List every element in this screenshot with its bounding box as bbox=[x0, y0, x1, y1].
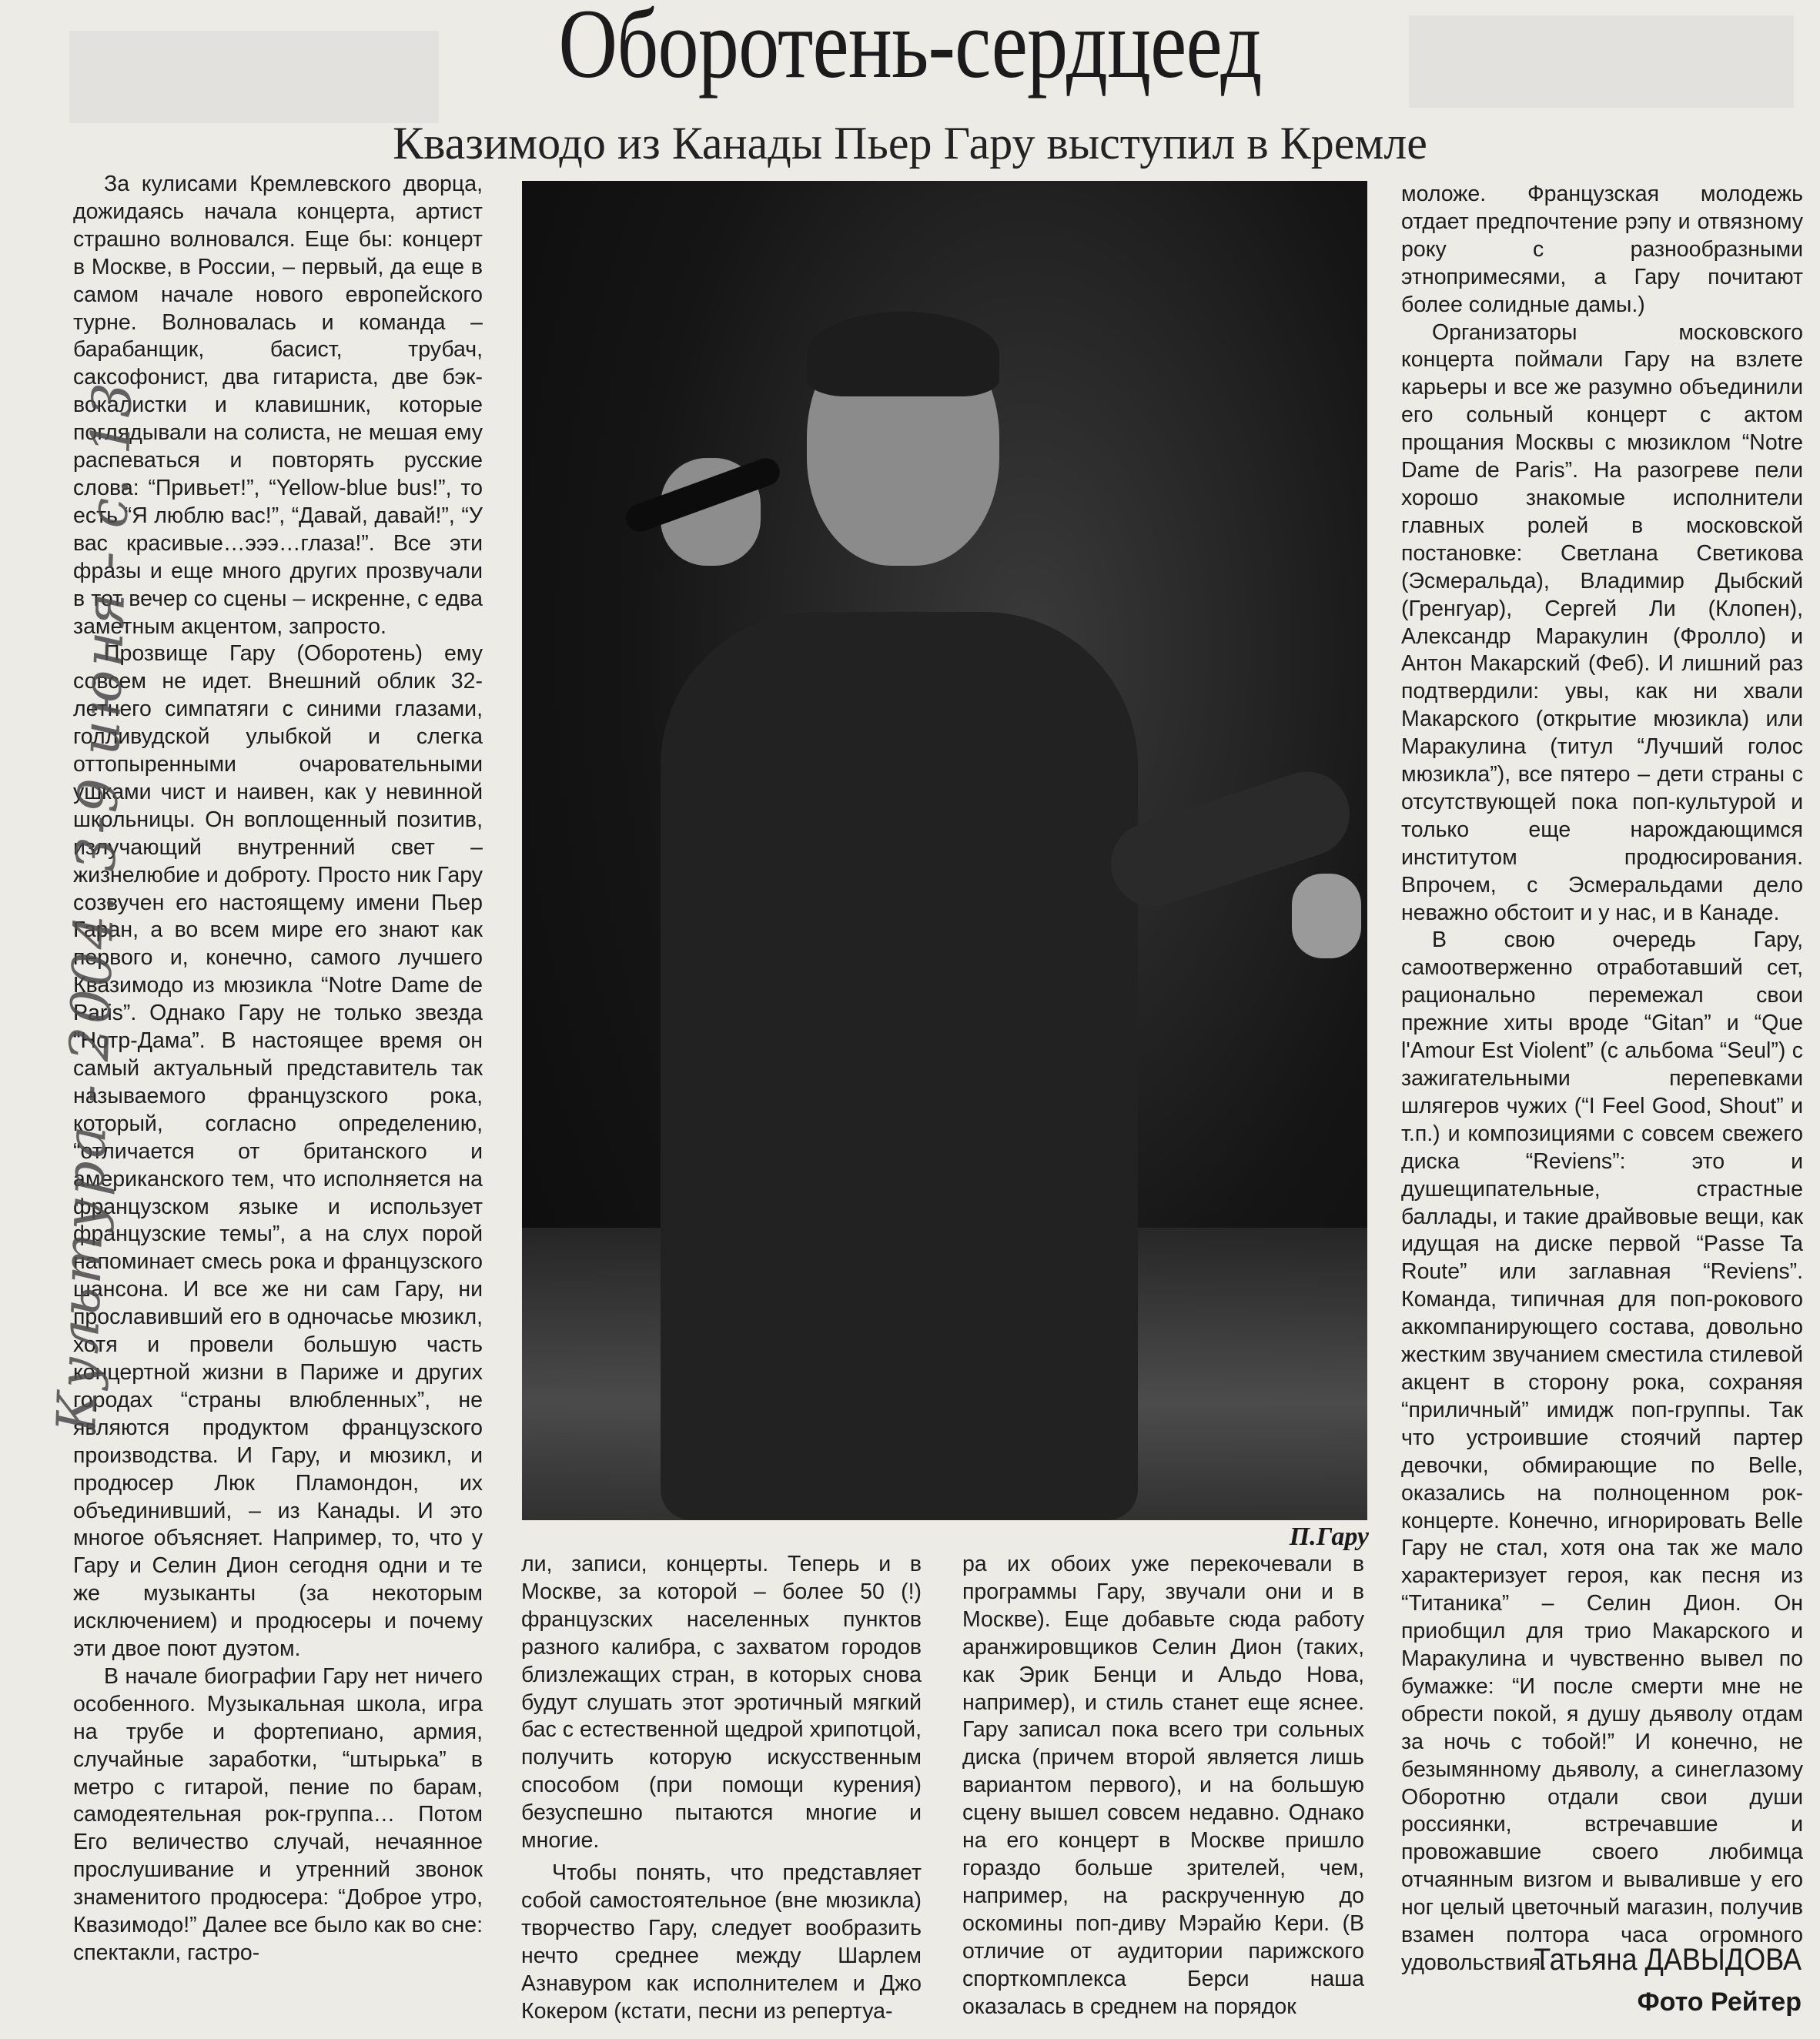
handwritten-note: Культура - 2004. 3-9 июня - с. 13 bbox=[45, 378, 145, 1434]
paragraph: В начале биографии Гару нет ничего особенного. Музыкальная школа, игра на трубе и фортепиано, армия, случайные заработки, “штырька” в метро с гитарой, пение по барам, самодеятельная рок-группа… Потом Его величество случай, нечаянное прослушивание и утренний звонок знаменитого продюсера: “Доброе утро, Квазимодо!” Далее все было как во сне: спектакли, гастро- bbox=[73, 1663, 483, 1965]
photo-credit: Фото Рейтер bbox=[1637, 1987, 1802, 2017]
paragraph: моложе. Французская молодежь отдает предпочтение рэпу и отвязному року с разнообразными этнопримесями, а Гару почитают более солидные дамы.) bbox=[1401, 182, 1803, 317]
byline: Татьяна ДАВЫДОВА bbox=[1534, 1943, 1802, 1977]
performer-photo bbox=[522, 181, 1367, 1520]
photo-caption: П.Гару bbox=[1289, 1523, 1369, 1551]
paragraph: В свою очередь Гару, самоотверженно отработавший сет, рационально перемежал свои прежние хиты вроде “Gitan” и “Que l'Amour Est Violent” (с альбома “Seul”) с зажигательными перепевками шлягеров чужих (“I Feel Good, Shout” и т.п.) и композициями с совсем свежего диска “Reviens”: это и душещипательные, страстные баллады, и такие драйвовые вещи, как идущая на диске первой “Passe Ta Route” или заглавная “Reviens”. Команда, типичная для поп-рокового аккомпанирующего состава, довольно жестким звучанием сместила стилевой акцент в сторону рока, сохраняя “приличный” имидж поп-группы. Так что устроившие стоячий партер девочки, обмирающие по Belle, оказались на полноценном рок-концерте. Конечно, игнорировать Belle Гару не стал, хотя она так же мало характеризует героя, как песня из “Титаника” – Селин Дион. Он приобщил для трио Макарского и Маракулина и чувственно вывел по бумажке: “И после смерти мне не обрести покой, я душу дьяволу отдам за ночь с тобой!” И конечно, не безымянному дьяволу, а синеглазому Оборотню отдали свои души россиянки, встречавшие и провожавшие своего любимца отчаянным визгом и вываливше у его ног целый цветочный магазин, получив взамен полтора часа огромного удовольствия. bbox=[1401, 928, 1803, 1975]
paragraph: Организаторы московского концерта поймали Гару на взлете карьеры и все же разумно объединили его сольный концерт с актом прощания Москвы с мюзиклом “Notre Dame de Paris”. На разогреве пели хорошо знакомые исполнители главных ролей в московской постановке: Светлана Светикова (Эсмеральда), Владимир Дыбский (Гренгуар), Сергей Ли (Клопен), Александр Маракулин (Фролло) и Антон Макарский (Феб). И лишний раз подтвердили: увы, как ни хвали Макарского (открытие мюзикла) или Маракулина (титул “Лучший голос мюзикла”), все пятеро – дети страны с отсутствующей пока поп-культурой и только еще нарождающимся институтом продюсирования. Впрочем, с Эсмеральдами дело неважно обстоит и у нас, и в Канаде. bbox=[1401, 319, 1803, 925]
photo-coat bbox=[661, 612, 1138, 1520]
paragraph: За кулисами Кремлевского дворца, дожидаясь начала концерта, артист страшно волновался. Еще бы: концерт в Москве, в России, – первый, да еще в самом начале нового европейского турне. Волновалась и команда – барабанщик, басист, трубач, саксофонист, два гитариста, две бэк-вокалистки и клавишник, которые поглядывали на солиста, не мешая ему распеваться и повторять русские слова: “Привьет!”, “Yellow-blue bus!”, то есть “Я люблю вас!”, “Давай, давай!”, “У вас красивые…эээ…глаза!”. Все эти фразы и еще много других прозвучали в тот вечер со сцены – искренне, с едва заметным акцентом, запросто. bbox=[73, 172, 483, 639]
paragraph: Чтобы понять, что представляет собой самостоятельное (вне мюзикла) творчество Гару, следует вообразить нечто среднее между Шарлем Азнавуром как исполнителем и Джо Кокером (кстати, песни из репертуа- bbox=[521, 1860, 922, 2024]
paragraph: Прозвище Гару (Оборотень) ему совсем не идет. Внешний облик 32-летнего симпатяги с синими глазами, голливудской улыбкой и слегка оттопыренными очаровательными ушками чист и наивен, как у невинной школьницы. Он воплощенный позитив, излучающий внутренний свет – жизнелюбие и доброту. Просто ник Гару созвучен его настоящему имени Пьер Гаран, а во всем мире его знают как первого и, конечно, самого лучшего Квазимодо из мюзикла “Notre Dame de Paris”. Однако Гару не только звезда “Нотр-Дама”. В настоящее время он самый актуальный представитель так называемого французского рока, который, согласно определению, “отличается от британского и американского тем, что исполняется на французском языке и использует французские темы”, а на слух порой напоминает смесь рока и французского шансона. И все же ни сам Гару, ни прославивший его в одночасье мюзикл, хотя и провели большую часть концертной жизни в Париже и других городах “страны влюбленных”, не являются продуктом французского производства. И Гару, и мюзикл, и продюсер Люк Пламондон, их объединивший, – из Канады. И это многое объясняет. Например, то, что у Гару и Селин Дион сегодня одни и те же музыканты (за некоторым исключением) и продюсеры и почему эти двое поют дуэтом. bbox=[73, 641, 483, 1662]
paragraph: ли, записи, концерты. Теперь и в Москве, за которой – более 50 (!) французских населенных пунктов разного калибра, с захватом городов близлежащих стран, в которых снова будут слушать этот эротичный мягкий бас с естественной щедрой хрипотцой, получить которую искусственным способом (при помощи курения) безуспешно пытаются многие и многие. bbox=[521, 1552, 922, 1853]
column-right bbox=[1401, 181, 1803, 1977]
paragraph: ра их обоих уже перекочевали в программы Гару, звучали они и в Москве). Еще добавьте сюда работу аранжировщиков Селин Дион (таких, как Эрик Бенци и Альдо Нова, например), и стиль станет еще яснее. Гару записал пока всего три сольных диска (причем второй является лишь вариантом первого), и на большую сцену вышел совсем недавно. Однако на его концерт в Москве пришло гораздо больше зрителей, чем, например, на раскрученную до оскомины поп-диву Мэрайю Кери. (В отличие от аудитории парижского спорткомплекса Берси наша оказалась в среднем на порядок bbox=[962, 1552, 1364, 2019]
photo-hand bbox=[1292, 874, 1361, 958]
headline: Оборотень-сердцеед bbox=[558, 0, 1262, 99]
subheadline: Квазимодо из Канады Пьер Гару выступил в Кремле bbox=[393, 118, 1427, 169]
photo-hair bbox=[807, 312, 999, 396]
column-middle-2 bbox=[962, 1551, 1364, 2021]
column-middle-1 bbox=[521, 1551, 922, 2025]
